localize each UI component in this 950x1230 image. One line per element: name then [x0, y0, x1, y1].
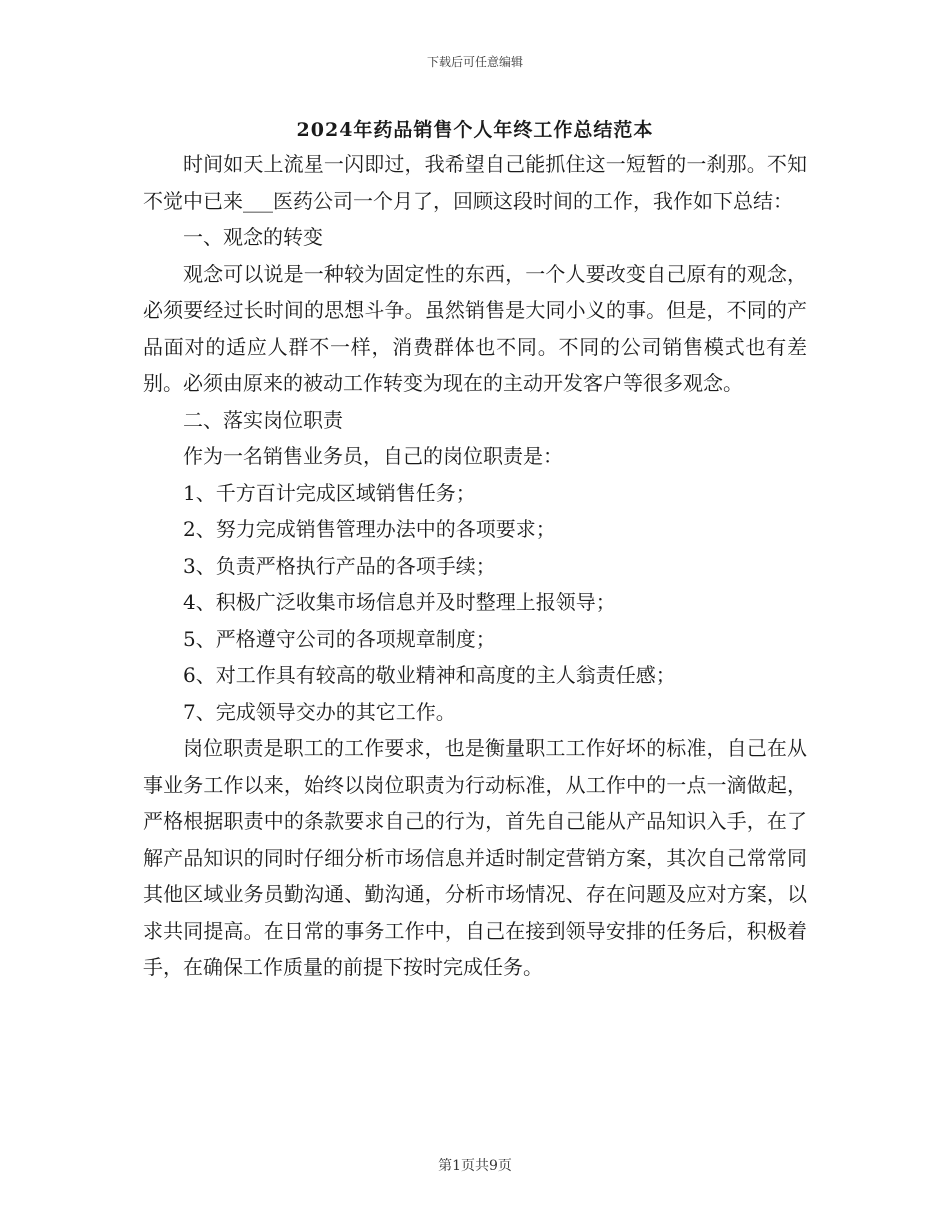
- paragraph-concept: 观念可以说是一种较为固定性的东西，一个人要改变自己原有的观念，必须要经过长时间的思想斗争。虽然销售是大同小义的事。但是，不同的产品面对的适应人群不一样，消费群体也不同。不同的公司销售模式也有差别。必须由原来的被动工作转变为现在的主动开发客户等很多观念。: [143, 261, 807, 395]
- paragraph-duty-summary: 岗位职责是职工的工作要求，也是衡量职工工作好坏的标准，自己在从事业务工作以来，始终以岗位职责为行动标准，从工作中的一点一滴做起，严格根据职责中的条款要求自己的行为，首先自己能从产品知识入手，在了解产品知识的同时仔细分析市场信息并适时制定营销方案，其次自己常常同其他区域业务员勤沟通、勤沟通，分析市场情况、存在问题及应对方案，以求共同提高。在日常的事务工作中，自己在接到领导安排的任务后，积极着手，在确保工作质量的前提下按时完成任务。: [143, 736, 807, 979]
- list-item-duty-2: 2、努力完成销售管理办法中的各项要求；: [183, 517, 556, 541]
- paragraph-intro: 时间如天上流星一闪即过，我希望自己能抓住这一短暂的一刹那。不知不觉中已来___医药公司一个月了，回顾这段时间的工作，我作如下总结：: [143, 152, 807, 213]
- page-footer-number: 第1页共9页: [438, 1158, 512, 1174]
- document-title: 2024年药品销售个人年终工作总结范本: [296, 119, 654, 141]
- list-item-duty-7: 7、完成领导交办的其它工作。: [183, 699, 456, 724]
- paragraph-duty-intro: 作为一名销售业务员，自己的岗位职责是：: [183, 444, 563, 468]
- list-item-duty-1: 1、千方百计完成区域销售任务；: [183, 480, 476, 505]
- section-heading-2: 二、落实岗位职责: [183, 407, 343, 432]
- list-item-duty-6: 6、对工作具有较高的敬业精神和高度的主人翁责任感；: [183, 663, 676, 687]
- page-header-note: 下载后可任意编辑: [426, 55, 523, 69]
- list-item-duty-4: 4、积极广泛收集市场信息并及时整理上报领导；: [183, 590, 616, 614]
- section-heading-1: 一、观念的转变: [183, 225, 323, 249]
- document-body: [143, 146, 807, 986]
- list-item-duty-3: 3、负责严格执行产品的各项手续；: [183, 553, 496, 578]
- list-item-duty-5: 5、严格遵守公司的各项规章制度；: [183, 626, 496, 651]
